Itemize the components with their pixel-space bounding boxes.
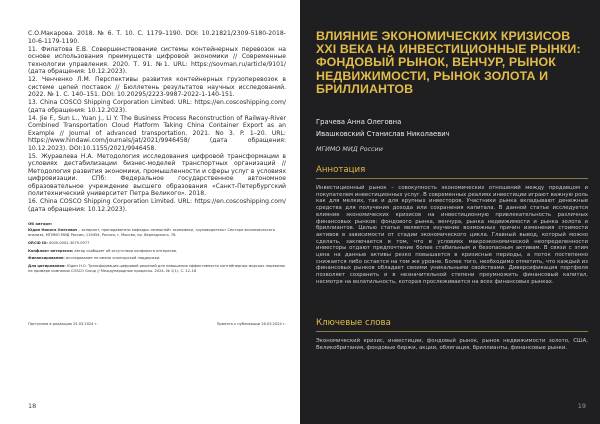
keywords-text: Экономический кризис, инвестиции, фондовый рынок, рынок недвижимости золото, США, Великобритания, фондовые биржи, акции, облигация, бриллианты, финансовые рынки.	[316, 338, 588, 351]
funding-line	[28, 256, 286, 261]
about-author-heading: Об авторе:	[28, 221, 286, 226]
reference-item: 11. Филатова Е.В. Совершенствование системы контейнерных перевозок на основе использования преимуществ цифровой экономики // Современные технологии управления. 2020. Т. 91. №1. URL: https://sovman.ru/article/9101/ (дата обращения: 10.12.2023).	[28, 46, 286, 76]
references-list	[28, 30, 286, 214]
page-number-left: 18	[28, 402, 36, 410]
accepted-date: Принята к публикации 26.03.2024 г.	[217, 322, 286, 326]
funding-text: исследование не имело спонсорской поддержки.	[65, 256, 161, 260]
left-page	[0, 0, 300, 424]
orcid-label: ORCID ID:	[28, 241, 48, 245]
keywords-heading: Ключевые слова	[316, 318, 391, 328]
reference-item: 14. Jie F., Sun L., Yuan J., Li Y. The Business Process Reconstruction of Railway-River Combined Transportation Cloud Platform Taking China Container Export as an Example // Journal of advanced transportation. 2021. No 3. P. 1–20. URL: https://www.hindawi.com/journals/jat/2021/9946458/ (дата обращения: 10.12.2023). DOI:10.1155/2021/9946458.	[28, 115, 286, 153]
article-title: ВЛИЯНИЕ ЭКОНОМИЧЕСКИХ КРИЗИСОВ XXI ВЕКА НА ИНВЕСТИЦИОННЫЕ РЫНКИ: ФОНДОВЫЙ РЫНОК, ВЕНЧУР, РЫНОК НЕДВИЖИМОСТИ, РЫНОК ЗОЛОТА И БРИЛЛИАНТОВ	[316, 30, 588, 96]
abstract-text: Инвестиционный рынок – совокупность экономических отношений между продавцом и покупателем инвестиционных услуг. В современных реалиях инвестиции играют важную роль как для мелких, так и для крупных инвесторов. Участники рынка вкладывают денежные средства для получения дохода или сохранения капитала. В данной статье исследуется влияние экономических кризисов на инвестиционную привлекательность различных финансовых рынков: фондового рынка, венчура, рынка недвижимости и рынка золота и бриллиантов. Целью статьи является изучение возможных причин изменения стоимости активов в зависимости от стадии экономического цикла. Главный вывод, который можно сделать, заключается в том, что в условиях макроэкономической неопределенности инвесторы отдают предпочтение более стабильным и безопасным активам. В связи с этим цена на данные активы резко повышается в кризисные периоды, а поток постепенно снижается либо остается на том же уровне. Более того, необходимо отметить, что каждый из финансовых рынков обладает своими уникальными свойствами. Диверсификация портфеля позволяет сохранить и в незначительной степени преумножить финансовый капитал, несмотря на волатильность, которая прослеживается на всех финансовых рынках.	[316, 185, 588, 286]
citation-label: Для цитирования:	[28, 264, 66, 268]
orcid-line	[28, 241, 286, 246]
conflict-label: Конфликт интересов:	[28, 249, 73, 253]
funding-label: Финансирование:	[28, 256, 65, 260]
reference-item: 16. China COSCO Shipping Corporation Limited. URL: https://en.coscoshipping.com/ (дата обращения: 10.12.2023).	[28, 198, 286, 213]
reference-item: 15. Журавлева Н.А. Методология исследования цифровой трансформации в условиях дестабилизации бизнес-моделей транспортных организаций // Методология развития экономики, промышленности и сферы услуг в условиях цифровизации. СПб: Федеральное государственное автономное образовательное учреждение высшего образования «Санкт-Петербургский политехнический университет Петра Великого». 2018.	[28, 153, 286, 198]
page-number-right: 19	[578, 402, 586, 410]
author-name-1: Грачева Анна Олеговна	[316, 118, 401, 126]
author-info-label: Юдин Никита Олегович	[28, 228, 77, 232]
abstract-divider	[316, 178, 588, 179]
reference-item: 13. China COSCO Shipping Corporation Limited. URL: https://en.coscoshipping.com/ (дата обращения: 10.12.2023).	[28, 99, 286, 114]
received-date: Поступила в редакцию 25.03.2024 г.	[28, 322, 98, 326]
citation-text: Юдин Н.О. Трансформация цифровой решений для повышения эффективности контейнерных морских перевозок на примере компании COSCO Group // Международные процессы. 2024. № 1(1). С. 12–18	[28, 264, 285, 273]
keywords-divider	[316, 331, 588, 332]
abstract-heading: Аннотация	[316, 165, 365, 175]
conflict-text: автор сообщает об отсутствии конфликта интересов.	[73, 249, 177, 253]
reference-item: 12. Ченченко Л.М. Перспективы развития контейнерных грузоперевозок в системе цепей поставок // Бюллетень результатов научных исследований. 2022. № 1. С. 140–151. DOI: 10.20295/2223-9987-2022-1-140-151.	[28, 76, 286, 99]
page-spread	[0, 0, 600, 424]
right-page	[300, 0, 600, 424]
author-info	[28, 228, 286, 238]
citation-line	[28, 264, 286, 274]
author-info-text: – аспирант, преподаватель кафедры «внешней» экономики, «руководитель» Сектора экономического анализа, МГИМО МИД России, 119454, Россия, г. Москва, пр. Вернадского, 76.	[28, 228, 275, 237]
submission-dates	[28, 322, 286, 326]
reference-item: С.О.Макарова. 2018. № 6. Т. 10. С. 1179–1190. DOI: 10.21821/2309-5180-2018-10-6-1179-1190.	[28, 30, 286, 45]
conflict-line	[28, 249, 286, 254]
orcid-value: 0000-0002-3079-0977	[48, 241, 90, 245]
author-name-2: Ивашковский Станислав Николаевич	[316, 130, 450, 138]
affiliation: МГИМО МИД России	[316, 145, 383, 153]
author-metadata	[28, 221, 286, 277]
